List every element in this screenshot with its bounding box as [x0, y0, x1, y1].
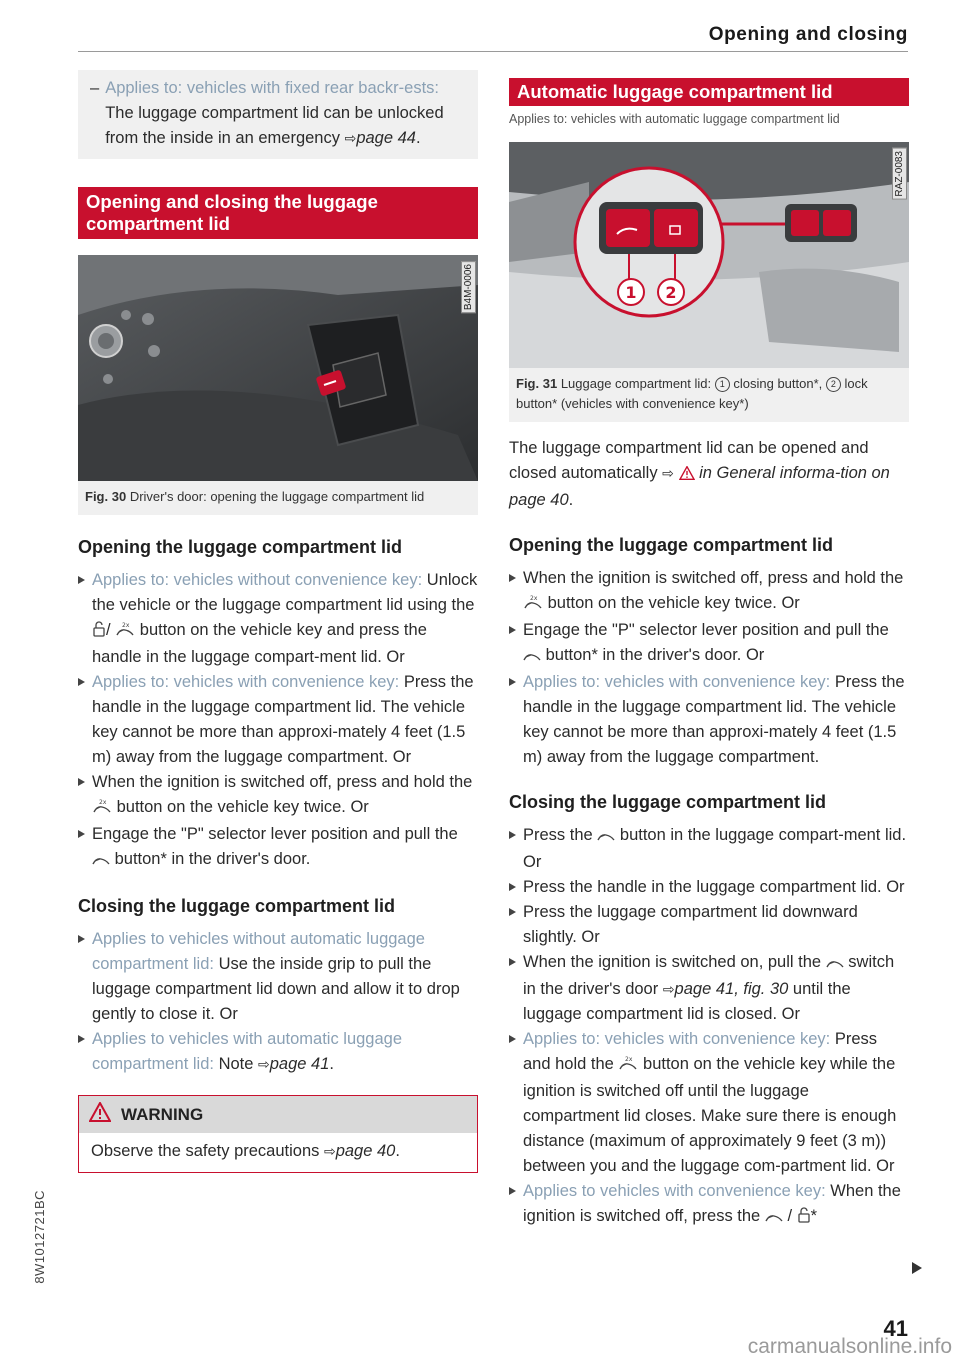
warning-header — [79, 1096, 477, 1133]
callout-number: 2 — [826, 377, 841, 392]
dash: – — [90, 79, 100, 97]
figure-caption-text: Luggage compartment lid: — [560, 376, 712, 391]
step-text: When the ignition is switched off, press and hold the — [92, 773, 473, 791]
page-ref-link[interactable]: page 41 — [269, 1055, 330, 1073]
step-text: Engage the "P" selector lever position and pull the — [92, 825, 458, 843]
trunk-button-icon — [523, 645, 541, 670]
step-text: button* in the driver's door. Or — [545, 646, 765, 664]
intro-text: The luggage compartment lid can be opened and closed automatically — [509, 439, 869, 482]
step-text: button on the vehicle key while the ignition is switched off until the luggage compartment lid closes. Make sure there is enough distance (maximum of approximately 9 feet (3 m)) between you and the luggage com-partment lid. Or — [523, 1055, 897, 1175]
figure-code: RAZ-0083 — [892, 148, 907, 200]
continue-arrow-icon — [912, 1262, 922, 1274]
note-text: The luggage compartment lid can be unlocked from the inside in an emergency — [105, 104, 444, 147]
trunk-2x-icon — [618, 1054, 638, 1079]
luggage-lid-image — [509, 142, 909, 368]
step-text: When the ignition is switched on, pull the — [523, 953, 822, 971]
figure-caption — [509, 368, 909, 422]
ref-arrow-icon: ⇨ — [258, 1056, 270, 1072]
list-item — [509, 1179, 909, 1231]
figure-caption-text: Driver's door: opening the luggage compartment lid — [129, 489, 425, 504]
figure-code: B4M-0006 — [461, 261, 476, 313]
warning-title: WARNING — [121, 1104, 204, 1124]
opening-steps-list — [509, 566, 909, 770]
applies-text: Applies to: vehicles with convenience key: — [523, 673, 831, 691]
applies-text: Applies to: vehicles with automatic luggage compartment lid — [509, 112, 840, 126]
trunk-2x-icon — [92, 797, 112, 822]
step-text: button* in the driver's door. — [114, 850, 311, 868]
step-text: Press the handle in the luggage compartment lid. The vehicle key cannot be more than approxi-mately 4 feet (1.5 m) away from the luggage compartment. Or — [92, 673, 474, 766]
heading-closing: Closing the luggage compartment lid — [78, 896, 396, 916]
section-banner-automatic: Automatic luggage compartment lid — [509, 78, 909, 106]
step-text: Engage the "P" selector lever position and pull the — [523, 621, 889, 639]
page-ref-link[interactable]: in General informa-tion on page 40 — [509, 464, 890, 509]
list-item — [509, 670, 909, 770]
header-divider — [78, 51, 908, 52]
applies-text: Applies to vehicles with convenience key: — [523, 1182, 826, 1200]
warning-body — [79, 1133, 477, 1172]
svg-text:2x: 2x — [122, 622, 130, 629]
left-column — [78, 70, 478, 1173]
step-text: Press and hold the — [523, 1030, 878, 1073]
document-code: 8W1012721BC — [32, 1190, 47, 1284]
unlock-key-icon — [92, 620, 106, 645]
page-ref-link[interactable]: page 40 — [335, 1142, 396, 1160]
step-text: button in the luggage compart-ment lid. Or — [523, 826, 907, 871]
watermark: carmanualsonline.info — [747, 1335, 952, 1358]
warning-text: Observe the safety precautions — [91, 1142, 320, 1160]
svg-text:2x: 2x — [530, 595, 538, 602]
step-text: button on the vehicle key and press the handle in the luggage compart-ment lid. Or — [92, 621, 427, 666]
list-item — [509, 823, 909, 875]
applies-text: Applies to vehicles without automatic luggage compartment lid: — [92, 930, 425, 973]
step-text: button on the vehicle key twice. Or — [116, 798, 369, 816]
figure-caption-text: lock button* (vehicles with convenience key*) — [516, 376, 868, 411]
trunk-button-icon — [92, 849, 110, 874]
trunk-2x-icon — [523, 593, 543, 618]
list-item — [509, 618, 909, 670]
right-column — [509, 78, 909, 1231]
list-item — [78, 927, 478, 1027]
trunk-button-icon — [765, 1206, 783, 1231]
driver-door-illustration — [78, 255, 478, 481]
applies-text: Applies to: vehicles with convenience key: — [92, 673, 400, 691]
list-item — [78, 822, 478, 874]
section-banner-opening-closing: Opening and closing the luggage compartment lid — [78, 187, 478, 239]
step-text: until the luggage compartment lid is closed. Or — [523, 980, 851, 1023]
step-text: Press the luggage compartment lid downward slightly. Or — [523, 903, 858, 946]
applies-text: Applies to: vehicles with convenience key: — [523, 1030, 831, 1048]
applies-text: Applies to: vehicles without convenience key: — [92, 571, 423, 589]
warning-triangle-icon — [89, 1102, 111, 1127]
step-text: button on the vehicle key twice. Or — [547, 594, 800, 612]
list-item — [509, 1027, 909, 1179]
list-item — [509, 900, 909, 950]
punct: . — [329, 1055, 334, 1073]
step-text: Note — [218, 1055, 254, 1073]
opening-steps-list — [78, 568, 478, 874]
list-item — [78, 670, 478, 770]
closing-steps-list — [78, 927, 478, 1077]
list-item: Applies to: vehicles without convenience key: Unlock the vehicle or the luggage compartment lid using the / 2x button on the vehicle key and press the handle in the luggage compart-ment lid. Or — [78, 568, 478, 670]
heading-opening: Opening the luggage compartment lid — [509, 535, 834, 555]
ref-arrow-icon: ⇨ — [344, 130, 357, 146]
step-text: Press the — [523, 826, 593, 844]
ref-arrow-icon: ⇨ — [662, 981, 675, 997]
step-text: Press the handle in the luggage compartment lid. The vehicle key cannot be more than approxi-mately 4 feet (1.5 m) away from the luggage compartment. — [523, 673, 905, 766]
list-item — [509, 950, 909, 1027]
trunk-button-icon — [597, 825, 615, 850]
list-item — [509, 566, 909, 618]
page-ref-link[interactable]: page 41, fig. 30 — [674, 980, 789, 998]
callout-number: 1 — [715, 377, 730, 392]
warning-triangle-icon — [679, 463, 695, 488]
asterisk: * — [810, 1207, 818, 1225]
callout-1: 1 — [625, 283, 637, 302]
step-text: When the ignition is switched off, press the — [523, 1182, 901, 1225]
page-ref-link[interactable]: page 44 — [356, 129, 416, 147]
warning-box — [78, 1095, 478, 1173]
figure-31 — [509, 142, 909, 422]
figure-30 — [78, 255, 478, 515]
svg-text:2x: 2x — [99, 799, 107, 806]
ref-arrow-icon: ⇨ — [662, 465, 674, 481]
step-text: When the ignition is switched off, press and hold the — [523, 569, 904, 587]
page-header-title: Opening and closing — [708, 24, 908, 45]
step-text: Unlock the vehicle or the luggage compartment lid using the — [92, 571, 478, 614]
punct: . — [415, 129, 421, 147]
driver-door-image — [78, 255, 478, 481]
unlock-key-icon — [797, 1206, 811, 1231]
list-item — [509, 875, 909, 900]
slash: / — [787, 1207, 793, 1225]
callout-2: 2 — [665, 283, 677, 302]
svg-text:2x: 2x — [625, 1056, 633, 1063]
step-text: switch in the driver's door — [523, 953, 895, 998]
heading-closing: Closing the luggage compartment lid — [509, 792, 827, 812]
figure-caption-text: closing button*, — [733, 376, 823, 391]
list-item — [78, 770, 478, 822]
heading-opening: Opening the luggage compartment lid — [78, 537, 403, 557]
step-text: Use the inside grip to pull the luggage compartment lid down and allow it to drop gently to close it. Or — [92, 955, 460, 1023]
trunk-button-icon — [826, 952, 844, 977]
ref-arrow-icon: ⇨ — [323, 1143, 336, 1159]
list-item — [78, 1027, 478, 1077]
punct: . — [395, 1142, 400, 1160]
applies-text: Applies to vehicles with automatic luggage compartment lid: — [92, 1030, 403, 1073]
page-number: 41 — [883, 1316, 908, 1341]
applies-note-box — [78, 70, 478, 159]
intro-paragraph — [509, 436, 909, 513]
figure-caption — [78, 481, 478, 515]
applies-text: Applies to: vehicles with fixed rear backr-ests: — [105, 79, 439, 97]
figure-label: Fig. 31 — [516, 376, 558, 391]
closing-steps-list — [509, 823, 909, 1231]
luggage-lid-illustration — [509, 142, 909, 368]
trunk-2x-icon — [115, 620, 135, 645]
punct: . — [568, 491, 574, 509]
figure-label: Fig. 30 — [85, 489, 127, 504]
step-text: Press the handle in the luggage compartment lid. Or — [523, 878, 905, 896]
